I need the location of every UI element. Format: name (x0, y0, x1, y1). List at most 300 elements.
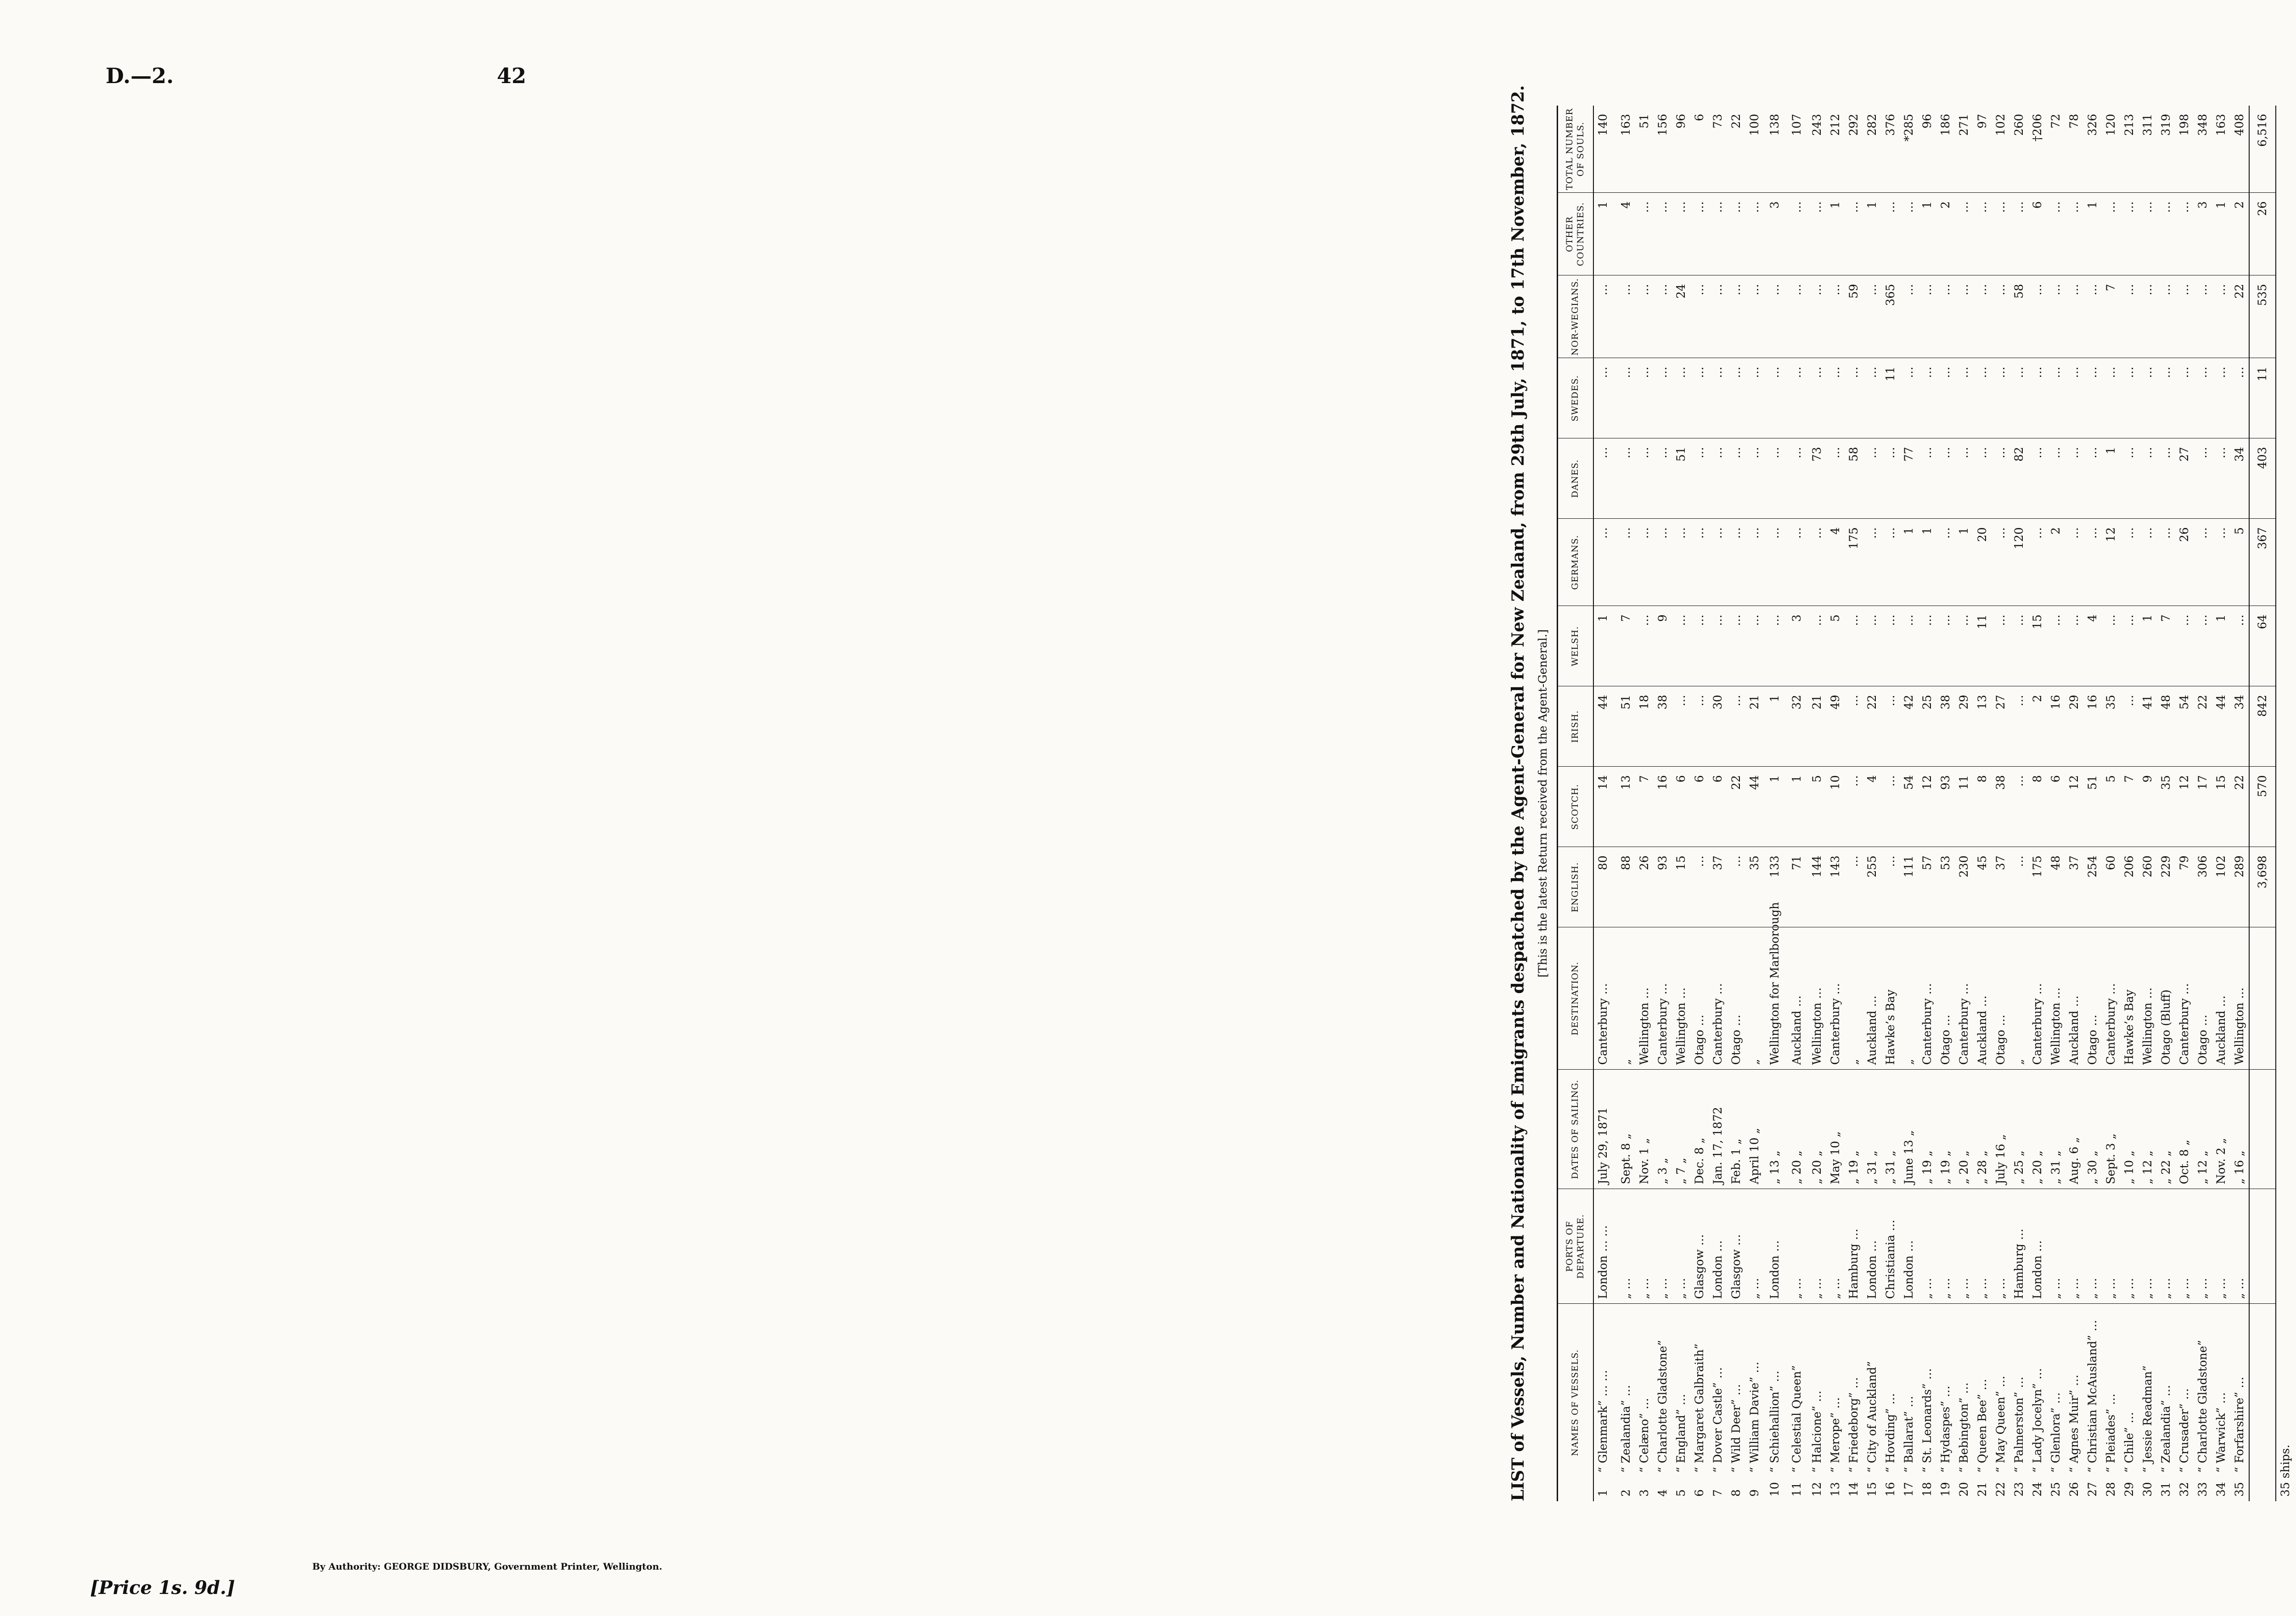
vessel-number: 12 (1810, 1482, 1823, 1497)
vessel-number: 34 (2214, 1482, 2228, 1497)
cell-irish: 42 (1900, 686, 1918, 767)
vessel-name: “ Charlotte Gladstone” (1656, 1340, 1669, 1473)
cell-germans: … (2120, 519, 2138, 606)
table-row (1690, 106, 1709, 1501)
cell-name (2230, 1304, 2249, 1501)
cell-irish: 22 (1863, 686, 1881, 767)
cell-germans: … (1593, 519, 1612, 606)
cell-danes: … (1654, 438, 1672, 519)
cell-total: 198 (2178, 114, 2191, 136)
table-row (1612, 106, 1635, 1501)
total-irish: 842 (2249, 686, 2276, 767)
cell-other: 3 (2194, 193, 2212, 275)
cell-welsh: … (1635, 606, 1654, 686)
cell-danes: … (1764, 438, 1786, 519)
cell-norwegians: … (1936, 275, 1955, 358)
col-header-swedes: SWEDES. (1558, 358, 1593, 438)
cell-dest: Canterbury … (1955, 927, 1973, 1070)
cell-total: 73 (1711, 114, 1724, 129)
cell-danes: … (1918, 438, 1936, 519)
cell-other: … (2120, 193, 2138, 275)
cell-dest: Otago … (1992, 927, 2010, 1070)
cell-irish: 16 (2083, 686, 2102, 767)
cell-date: „ 13 „ (1764, 1070, 1786, 1189)
table-header-row (1558, 106, 1593, 1501)
cell-dest: Wellington … (1635, 927, 1654, 1070)
cell-norwegians: … (1826, 275, 1845, 358)
cell-danes: … (1973, 438, 1992, 519)
cell-date: April 10 „ (1745, 1070, 1764, 1189)
cell-port: „ … (1612, 1189, 1635, 1304)
vessel-number: 33 (2196, 1482, 2209, 1497)
vessel-name: “ Margaret Galbraith” (1693, 1343, 1706, 1473)
cell-germans: … (2212, 519, 2230, 606)
cell-dest: „ (1745, 927, 1764, 1070)
cell-name (1690, 1304, 1709, 1501)
cell-germans: … (1881, 519, 1900, 606)
cell-scotch: 6 (1709, 767, 1727, 847)
table-row (2010, 106, 2028, 1501)
cell-dest: Auckland … (1786, 927, 1808, 1070)
cell-irish: 18 (1635, 686, 1654, 767)
table-row (2212, 106, 2230, 1501)
cell-dest: „ (1845, 927, 1863, 1070)
cell-germans: … (1992, 519, 2010, 606)
cell-english: 53 (1936, 847, 1955, 927)
cell-germans: … (1936, 519, 1955, 606)
cell-irish: 49 (1826, 686, 1845, 767)
cell-norwegians: … (1635, 275, 1654, 358)
total-name (2249, 1304, 2276, 1501)
cell-other: … (1727, 193, 1745, 275)
vessel-name: “ England” … (1674, 1394, 1688, 1473)
cell-english: 48 (2047, 847, 2065, 927)
cell-scotch: 22 (1727, 767, 1745, 847)
cell-norwegians: … (1992, 275, 2010, 358)
vessel-name: “ Glenmark” … … (1596, 1370, 1609, 1473)
vessel-number: 8 (1729, 1489, 1743, 1497)
cell-germans: … (1672, 519, 1690, 606)
cell-other: … (2047, 193, 2065, 275)
cell-english: 229 (2157, 847, 2175, 927)
cell-english: 37 (2065, 847, 2083, 927)
cell-danes: … (1936, 438, 1955, 519)
cell-irish: 13 (1973, 686, 1992, 767)
cell-other: … (2065, 193, 2083, 275)
cell-germans: … (1808, 519, 1826, 606)
cell-scotch: 1 (1764, 767, 1786, 847)
cell-germans: … (1612, 519, 1635, 606)
cell-port: „ … (1635, 1189, 1654, 1304)
cell-dest: Canterbury … (2102, 927, 2120, 1070)
vessel-number: 30 (2141, 1482, 2154, 1497)
cell-english: … (1845, 847, 1863, 927)
cell-dest: „ (1900, 927, 1918, 1070)
vessel-number: 10 (1768, 1482, 1781, 1497)
table-row (1973, 106, 1992, 1501)
cell-date: „ 31 „ (1863, 1070, 1881, 1189)
cell-port: Christiania … (1881, 1189, 1900, 1304)
cell-english: … (1881, 847, 1900, 927)
cell-irish: … (1881, 686, 1900, 767)
cell-welsh: … (2194, 606, 2212, 686)
col-header-total: TOTAL NUMBER OF SOULS. (1558, 106, 1593, 193)
col-header-vessel: NAMES OF VESSELS. (1558, 1304, 1593, 1501)
cell-norwegians: … (2194, 275, 2212, 358)
page-number: 42 (497, 63, 527, 88)
cell-english: 60 (2102, 847, 2120, 927)
cell-irish: 21 (1808, 686, 1826, 767)
cell-english: 111 (1900, 847, 1918, 927)
cell-total: 107 (1790, 114, 1803, 136)
cell-irish: 2 (2028, 686, 2047, 767)
cell-port: Glasgow … (1727, 1189, 1745, 1304)
cell-dest: Canterbury … (2175, 927, 2194, 1070)
cell-swedes: … (2120, 358, 2138, 438)
cell-scotch: 7 (1635, 767, 1654, 847)
cell-other: … (1973, 193, 1992, 275)
cell-scotch: 17 (2194, 767, 2212, 847)
cell-port: London … (2028, 1189, 2047, 1304)
cell-scotch: 44 (1745, 767, 1764, 847)
cell-port: „ … (1654, 1189, 1672, 1304)
table-row (1955, 106, 1973, 1501)
cell-port: „ … (1826, 1189, 1845, 1304)
cell-other: 1 (1826, 193, 1845, 275)
cell-date: „ 19 „ (1936, 1070, 1955, 1189)
cell-danes: … (1745, 438, 1764, 519)
cell-scotch: 16 (1654, 767, 1672, 847)
vessel-number: 7 (1711, 1489, 1724, 1497)
cell-name (2212, 1304, 2230, 1501)
cell-other: 6 (2028, 193, 2047, 275)
cell-irish: 44 (2212, 686, 2230, 767)
emigrants-table (1557, 106, 2295, 1501)
cell-norwegians: … (1727, 275, 1745, 358)
cell-date: „ 19 „ (1845, 1070, 1863, 1189)
cell-english: 37 (1992, 847, 2010, 927)
vessel-number: 32 (2178, 1482, 2191, 1497)
vessel-name: “ Dover Castle” … (1711, 1367, 1724, 1473)
cell-scotch: 6 (1672, 767, 1690, 847)
cell-other: 1 (1918, 193, 1936, 275)
cell-name (1900, 1304, 1918, 1501)
cell-total: 120 (2104, 114, 2117, 136)
cell-swedes: … (1727, 358, 1745, 438)
cell-dest: Otago … (2194, 927, 2212, 1070)
cell-other: 1 (2083, 193, 2102, 275)
cell-swedes: … (1612, 358, 1635, 438)
cell-scotch: 93 (1936, 767, 1955, 847)
cell-english: 255 (1863, 847, 1881, 927)
cell-norwegians: … (2212, 275, 2230, 358)
cell-welsh: … (1936, 606, 1955, 686)
cell-danes: 27 (2175, 438, 2194, 519)
cell-port: „ … (1992, 1189, 2010, 1304)
cell-norwegians: 7 (2102, 275, 2120, 358)
cell-total: 376 (1884, 114, 1897, 136)
cell-scotch: 8 (2028, 767, 2047, 847)
cell-norwegians: 22 (2230, 275, 2249, 358)
cell-welsh: … (1672, 606, 1690, 686)
cell-swedes: … (2175, 358, 2194, 438)
cell-port: „ … (1918, 1189, 1936, 1304)
cell-name (1672, 1304, 1690, 1501)
cell-port: London … (1900, 1189, 1918, 1304)
cell-welsh: 15 (2028, 606, 2047, 686)
cell-name (1745, 1304, 1764, 1501)
col-header-port: PORTS OF DEPARTURE. (1558, 1189, 1593, 1304)
cell-name (1709, 1304, 1727, 1501)
cell-irish: 21 (1745, 686, 1764, 767)
cell-welsh: 1 (1593, 606, 1612, 686)
vessel-number: 2 (1619, 1489, 1632, 1497)
cell-swedes: … (2083, 358, 2102, 438)
cell-germans: 20 (1973, 519, 1992, 606)
cell-swedes: … (1786, 358, 1808, 438)
cell-germans: 4 (1826, 519, 1845, 606)
cell-dest: Wellington … (2230, 927, 2249, 1070)
cell-port: Glasgow … (1690, 1189, 1709, 1304)
cell-welsh: 7 (1612, 606, 1635, 686)
cell-port: London … (1863, 1189, 1881, 1304)
cell-danes: … (1955, 438, 1973, 519)
cell-germans: … (1786, 519, 1808, 606)
cell-port: „ … (2212, 1189, 2230, 1304)
total-germans: 367 (2249, 519, 2276, 606)
cell-name (1863, 1304, 1881, 1501)
cell-danes: … (2157, 438, 2175, 519)
table-row (2157, 106, 2175, 1501)
table-body (1593, 106, 2295, 1501)
cell-english: 26 (1635, 847, 1654, 927)
cell-danes: … (1786, 438, 1808, 519)
cell-welsh: … (2065, 606, 2083, 686)
cell-germans: … (2138, 519, 2157, 606)
cell-name (2157, 1304, 2175, 1501)
vessel-name: “ Glenlora” … (2049, 1392, 2062, 1473)
table-row (2194, 106, 2212, 1501)
vessel-number: 11 (1790, 1482, 1803, 1497)
cell-total: 6 (1693, 114, 1706, 121)
cell-welsh: … (1863, 606, 1881, 686)
ships-count-row (2276, 106, 2295, 1501)
cell-total: *285 (1902, 114, 1915, 142)
vessel-number: 25 (2049, 1482, 2062, 1497)
cell-irish: … (1727, 686, 1745, 767)
cell-welsh: 3 (1786, 606, 1808, 686)
cell-scotch: 51 (2083, 767, 2102, 847)
cell-norwegians: … (2065, 275, 2083, 358)
cell-scotch: 38 (1992, 767, 2010, 847)
cell-irish: 38 (1936, 686, 1955, 767)
cell-port: „ … (2138, 1189, 2157, 1304)
table-row (2028, 106, 2047, 1501)
cell-welsh: … (1709, 606, 1727, 686)
cell-germans: … (2083, 519, 2102, 606)
cell-danes: 58 (1845, 438, 1863, 519)
cell-germans: … (1745, 519, 1764, 606)
cell-english: 71 (1786, 847, 1808, 927)
cell-date: „ 25 „ (2010, 1070, 2028, 1189)
cell-scotch: 12 (2175, 767, 2194, 847)
table-row (1745, 106, 1764, 1501)
vessel-number: 14 (1847, 1482, 1860, 1497)
cell-date: „ 20 „ (1808, 1070, 1826, 1189)
cell-scotch: 12 (2065, 767, 2083, 847)
cell-name (1881, 1304, 1900, 1501)
cell-other: 1 (1593, 193, 1612, 275)
vessel-number: 13 (1829, 1482, 1842, 1497)
cell-total: 102 (1994, 114, 2007, 136)
cell-other: 2 (1936, 193, 1955, 275)
cell-total: 271 (1957, 114, 1970, 136)
cell-swedes: … (1900, 358, 1918, 438)
cell-welsh: … (1690, 606, 1709, 686)
vessel-number: 19 (1939, 1482, 1952, 1497)
cell-danes: … (1881, 438, 1900, 519)
cell-swedes: 11 (1881, 358, 1900, 438)
col-header-germans: GERMANS. (1558, 519, 1593, 606)
cell-port: London … (1709, 1189, 1727, 1304)
cell-danes: … (2194, 438, 2212, 519)
cell-swedes: … (2212, 358, 2230, 438)
vessel-number: 31 (2159, 1482, 2172, 1497)
cell-norwegians: … (1764, 275, 1786, 358)
table-row (1786, 106, 1808, 1501)
cell-date: Sept. 8 „ (1612, 1070, 1635, 1189)
cell-scotch: … (1845, 767, 1863, 847)
col-header-english: ENGLISH. (1558, 847, 1593, 927)
cell-port: „ … (2194, 1189, 2212, 1304)
cell-swedes: … (1955, 358, 1973, 438)
cell-swedes: … (1808, 358, 1826, 438)
cell-total: 163 (1619, 114, 1632, 136)
cell-dest: „ (1612, 927, 1635, 1070)
cell-irish: 29 (1955, 686, 1973, 767)
cell-name (2175, 1304, 2194, 1501)
cell-dest: Canterbury … (2028, 927, 2047, 1070)
cell-irish: 41 (2138, 686, 2157, 767)
cell-scotch: 5 (1808, 767, 1826, 847)
cell-name (1992, 1304, 2010, 1501)
cell-scotch: 5 (2102, 767, 2120, 847)
cell-total: 78 (2067, 114, 2081, 129)
vessel-name: “ Warwick” … (2214, 1392, 2228, 1473)
cell-total: 97 (1975, 114, 1989, 129)
cell-welsh: … (2230, 606, 2249, 686)
cell-swedes: … (2102, 358, 2120, 438)
table-row (2065, 106, 2083, 1501)
cell-total: 156 (1656, 114, 1669, 136)
cell-irish: … (1845, 686, 1863, 767)
cell-welsh: 7 (2157, 606, 2175, 686)
cell-germans: … (1863, 519, 1881, 606)
cell-dest: Otago … (1936, 927, 1955, 1070)
cell-scotch: 6 (2047, 767, 2065, 847)
cell-english: 175 (2028, 847, 2047, 927)
total-swedes: 11 (2249, 358, 2276, 438)
cell-name (1727, 1304, 1745, 1501)
cell-english: 230 (1955, 847, 1973, 927)
cell-irish: … (1672, 686, 1690, 767)
cell-danes: … (2065, 438, 2083, 519)
cell-total: †206 (2031, 114, 2044, 142)
cell-dest: Canterbury … (1826, 927, 1845, 1070)
cell-other: 2 (2230, 193, 2249, 275)
vessel-name: “ Crusader” … (2178, 1388, 2191, 1473)
vessel-number: 4 (1656, 1489, 1669, 1497)
cell-danes: … (1727, 438, 1745, 519)
cell-date: „ 31 „ (2047, 1070, 2065, 1189)
cell-danes: … (2212, 438, 2230, 519)
cell-swedes: … (2157, 358, 2175, 438)
cell-danes: … (1992, 438, 2010, 519)
cell-name (2047, 1304, 2065, 1501)
cell-swedes: … (1863, 358, 1881, 438)
cell-irish: … (2120, 686, 2138, 767)
vessel-number: 1 (1596, 1489, 1609, 1497)
cell-welsh: … (2102, 606, 2120, 686)
cell-english: 35 (1745, 847, 1764, 927)
cell-total: 282 (1865, 114, 1879, 136)
cell-date: Sept. 3 „ (2102, 1070, 2120, 1189)
cell-danes: 73 (1808, 438, 1826, 519)
cell-norwegians: 58 (2010, 275, 2028, 358)
total-welsh: 64 (2249, 606, 2276, 686)
cell-english: 254 (2083, 847, 2102, 927)
cell-danes: 82 (2010, 438, 2028, 519)
vessel-number: 15 (1865, 1482, 1879, 1497)
cell-other: 4 (1612, 193, 1635, 275)
cell-dest: Otago … (1690, 927, 1709, 1070)
cell-irish: 44 (1593, 686, 1612, 767)
cell-scotch: 11 (1955, 767, 1973, 847)
cell-date: Oct. 8 „ (2175, 1070, 2194, 1189)
table-row (1881, 106, 1900, 1501)
cell-norwegians: … (1900, 275, 1918, 358)
cell-english: 133 (1764, 847, 1786, 927)
cell-irish: … (1690, 686, 1709, 767)
table-row (1654, 106, 1672, 1501)
cell-germans: … (1654, 519, 1672, 606)
totals-row (2249, 106, 2276, 1501)
cell-dest: Otago (Bluff) (2157, 927, 2175, 1070)
cell-swedes: … (1992, 358, 2010, 438)
cell-irish: … (2010, 686, 2028, 767)
cell-english: 143 (1826, 847, 1845, 927)
cell-norwegians: … (1973, 275, 1992, 358)
vessel-name: “ Hydaspes” … (1939, 1386, 1952, 1473)
cell-other: 1 (2212, 193, 2230, 275)
vessel-name: “ Queen Bee” … (1975, 1379, 1989, 1473)
cell-english: 260 (2138, 847, 2157, 927)
table-subtitle: [This is the latest Return received from the Agent-General.] (1536, 629, 1549, 978)
cell-irish: 32 (1786, 686, 1808, 767)
cell-name (1845, 1304, 1863, 1501)
table-row (2230, 106, 2249, 1501)
cell-norwegians: … (1612, 275, 1635, 358)
vessel-name: “ Pleiades” … (2104, 1393, 2117, 1473)
cell-total: 326 (2086, 114, 2099, 136)
cell-date: „ 10 „ (2120, 1070, 2138, 1189)
cell-germans: 26 (2175, 519, 2194, 606)
cell-swedes: … (2010, 358, 2028, 438)
cell-welsh: … (2010, 606, 2028, 686)
cell-danes: 34 (2230, 438, 2249, 519)
cell-danes: … (1635, 438, 1654, 519)
vessel-name: “ Palmerston” … (2012, 1376, 2026, 1473)
